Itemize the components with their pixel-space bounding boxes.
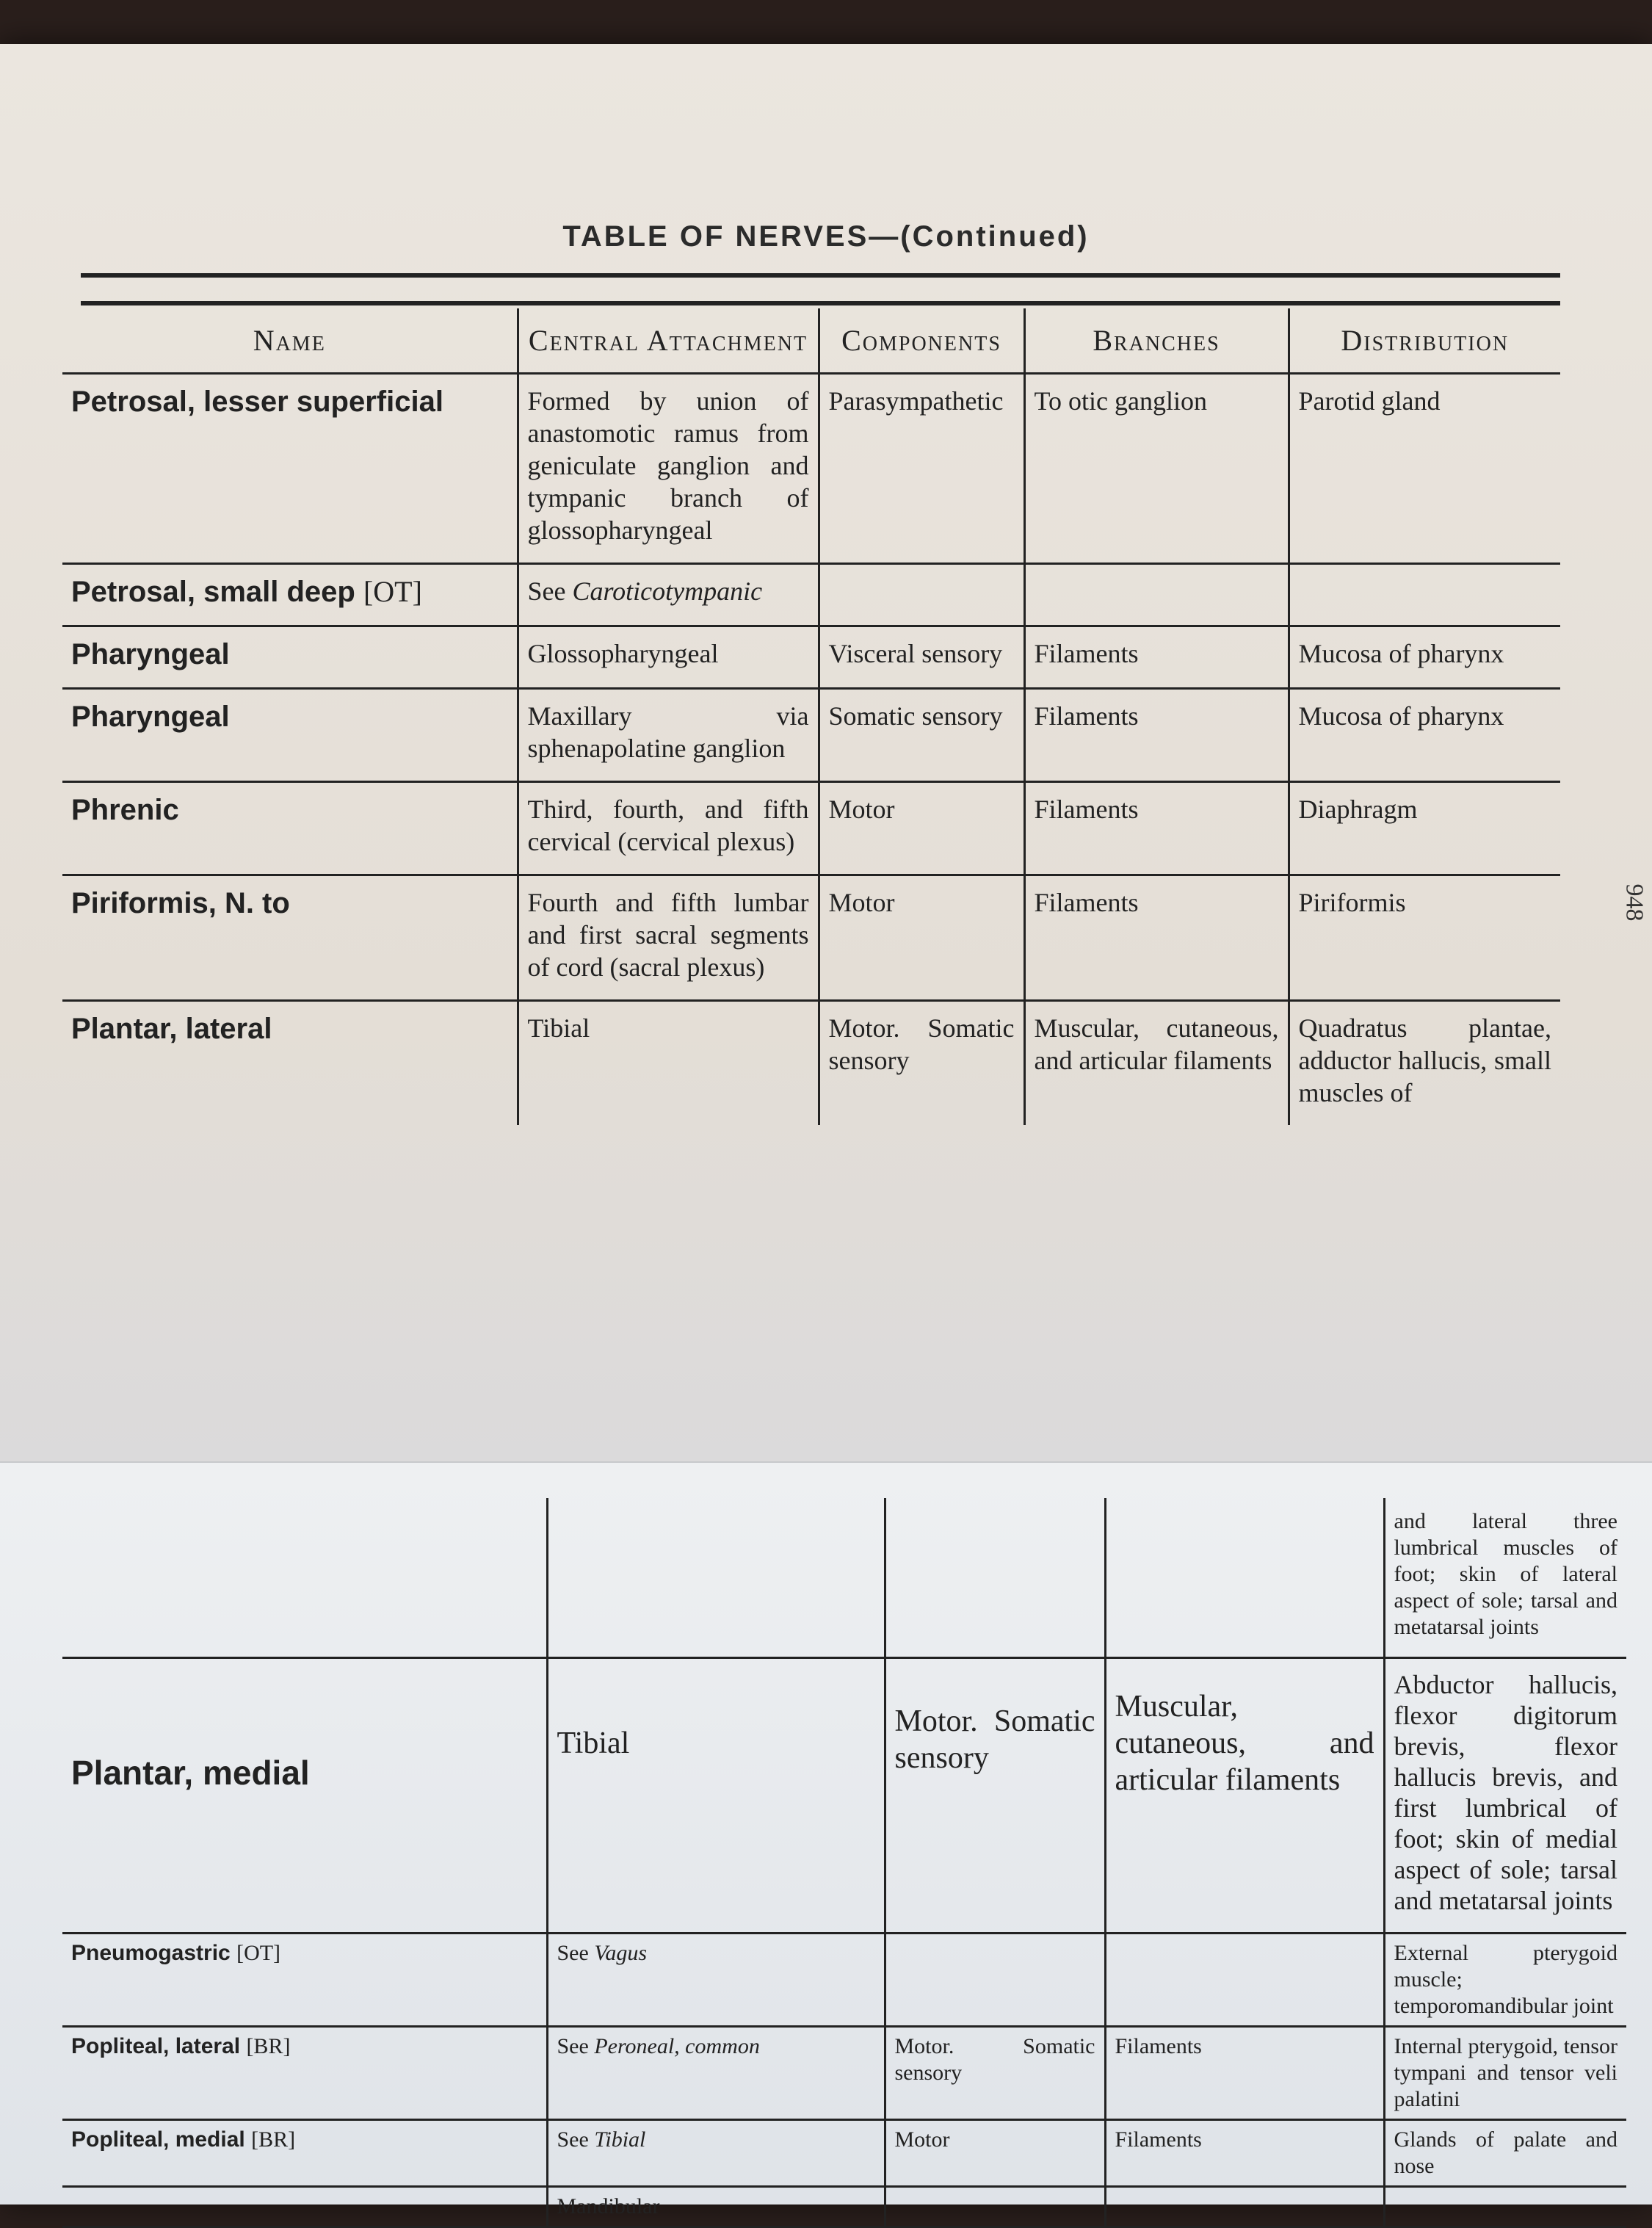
branches: Filaments <box>1024 689 1289 782</box>
distribution: Diaphragm <box>1289 782 1560 875</box>
table-row <box>62 2027 1626 2120</box>
cross-reference: Tibial <box>594 2127 646 2152</box>
central-attachment: See Vagus <box>547 1934 885 2027</box>
central-attachment: Formed by union of anastomotic ramus from geniculate ganglion and tympanic branch of glossopharyngeal <box>518 374 819 564</box>
table-row <box>62 1934 1626 2027</box>
nerve-name <box>62 2187 547 2227</box>
cross-reference: Peroneal, common <box>594 2034 760 2058</box>
nerves-table <box>62 308 1560 1125</box>
branches <box>1105 1934 1384 2027</box>
components: Motor <box>819 875 1024 1001</box>
components: Motor. Somatic sensory <box>819 1001 1024 1126</box>
distribution: Internal pterygoid, tensor tympani and tensor veli palatini <box>1384 2027 1626 2120</box>
distribution: Mucosa of pharynx <box>1289 689 1560 782</box>
table-row <box>62 1658 1626 1934</box>
components <box>885 1934 1105 2027</box>
branches <box>1024 564 1289 626</box>
branches: To otic ganglion <box>1024 374 1289 564</box>
nerve-name: Petrosal, lesser superficial <box>62 374 518 564</box>
table-row <box>62 782 1560 875</box>
distribution: Piriformis <box>1289 875 1560 1001</box>
nerve-name: Plantar, lateral <box>62 1001 518 1126</box>
distribution: Glands of palate and nose <box>1384 2120 1626 2187</box>
column-header-name: Name <box>62 308 518 374</box>
table-title: TABLE OF NERVES—(Continued) <box>562 220 1090 253</box>
branches: Filaments <box>1105 2027 1384 2120</box>
table-row <box>62 875 1560 1001</box>
components: Motor. Somatic sensory <box>885 1658 1105 1934</box>
components <box>819 564 1024 626</box>
distribution <box>1289 564 1560 626</box>
distribution <box>1384 2187 1626 2227</box>
branches <box>1105 2187 1384 2227</box>
nerve-name: Pneumogastric [OT] <box>62 1934 547 2027</box>
branches: Filaments <box>1024 626 1289 689</box>
table-row <box>62 374 1560 564</box>
branches: Muscular, cutaneous, and articular filaments <box>1105 1658 1384 1934</box>
column-header-components: Components <box>819 308 1024 374</box>
table-header-row <box>62 308 1560 374</box>
table-row <box>62 689 1560 782</box>
components: Parasympathetic <box>819 374 1024 564</box>
branches: Filaments <box>1024 782 1289 875</box>
cross-reference: Vagus <box>594 1941 648 1965</box>
nerve-name: Plantar, medial <box>62 1658 547 1934</box>
table-row <box>62 626 1560 689</box>
central-attachment: Third, fourth, and fifth cervical (cervical plexus) <box>518 782 819 875</box>
central-attachment: Glossopharyngeal <box>518 626 819 689</box>
nerve-name: Popliteal, medial [BR] <box>62 2120 547 2187</box>
central-attachment: See Tibial <box>547 2120 885 2187</box>
title-bottom-rule <box>81 301 1560 305</box>
table-row <box>62 2187 1626 2227</box>
distribution: Abductor hallucis, flexor digitorum brevis, flexor hallucis brevis, and first lumbrical of foot; skin of medial aspect of sole; tarsal and metatarsal joints <box>1384 1658 1626 1934</box>
nerve-name: Piriformis, N. to <box>62 875 518 1001</box>
nerves-table-continued <box>62 1498 1626 2228</box>
title-top-rule <box>81 273 1560 278</box>
column-header-central-attachment: Central Attachment <box>518 308 819 374</box>
nerve-name: Phrenic <box>62 782 518 875</box>
branches: Filaments <box>1024 875 1289 1001</box>
central-attachment: Tibial <box>547 1658 885 1934</box>
central-attachment: Mandibular <box>547 2187 885 2227</box>
central-attachment: Maxillary via sphenapolatine ganglion <box>518 689 819 782</box>
components <box>885 2187 1105 2227</box>
components: Motor. Somatic sensory <box>885 2027 1105 2120</box>
column-header-branches: Branches <box>1024 308 1289 374</box>
distribution: Mucosa of pharynx <box>1289 626 1560 689</box>
table-row <box>62 2120 1626 2187</box>
central-attachment: Fourth and fifth lumbar and first sacral segments of cord (sacral plexus) <box>518 875 819 1001</box>
branches: Muscular, cutaneous, and articular filaments <box>1024 1001 1289 1126</box>
nerve-name: Popliteal, lateral [BR] <box>62 2027 547 2120</box>
page-number: 948 <box>1620 883 1648 922</box>
central-attachment: See Peroneal, common <box>547 2027 885 2120</box>
components: Motor <box>819 782 1024 875</box>
nerve-name: Petrosal, small deep [OT] <box>62 564 518 626</box>
distribution: Parotid gland <box>1289 374 1560 564</box>
table-row <box>62 1001 1560 1126</box>
distribution: Quadratus plantae, adductor hallucis, small muscles of <box>1298 1013 1551 1107</box>
cross-reference: Caroticotympanic <box>572 576 763 606</box>
central-attachment: See Caroticotympanic <box>518 564 819 626</box>
nerve-name: Pharyngeal <box>62 689 518 782</box>
distribution: External pterygoid muscle; temporomandibular joint <box>1384 1934 1626 2027</box>
distribution-continuation: and lateral three lumbrical muscles of foot; skin of lateral aspect of sole; tarsal and metatarsal joints <box>1384 1498 1626 1658</box>
nerve-name: Pharyngeal <box>62 626 518 689</box>
column-header-distribution: Distribution <box>1289 308 1560 374</box>
components: Visceral sensory <box>819 626 1024 689</box>
central-attachment: Tibial <box>518 1001 819 1126</box>
components: Motor <box>885 2120 1105 2187</box>
components: Somatic sensory <box>819 689 1024 782</box>
table-row <box>62 1498 1626 1658</box>
table-row <box>62 564 1560 626</box>
branches: Filaments <box>1105 2120 1384 2187</box>
